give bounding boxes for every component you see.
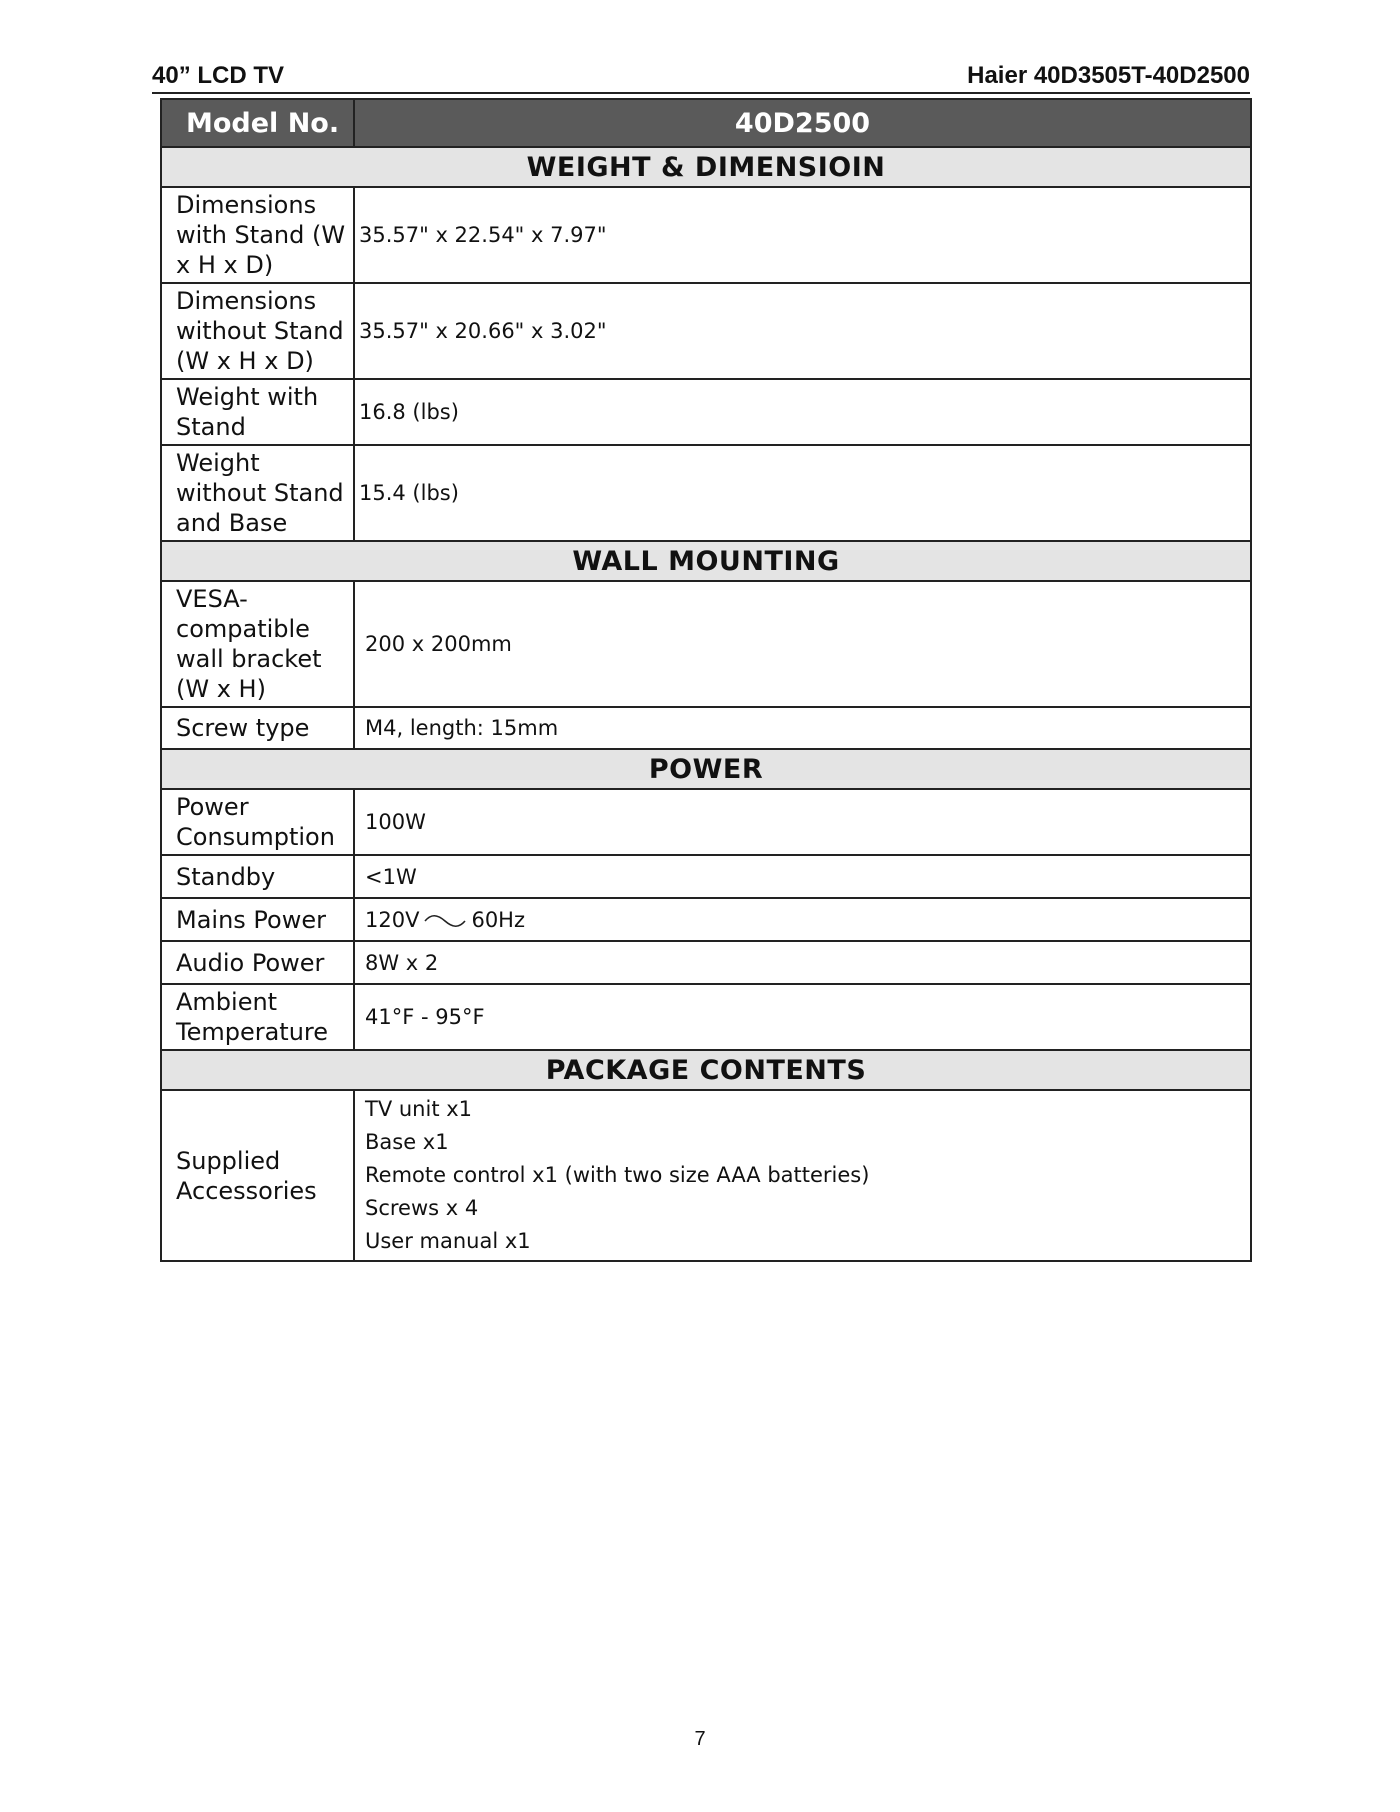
accessories-list (365, 1091, 1250, 1260)
section-package (161, 1050, 1251, 1090)
list-item: TV unit x1 (365, 1097, 473, 1121)
row-value: 8W x 2 (354, 941, 1251, 984)
page-number: 7 (694, 1728, 706, 1750)
row-label: Dimensions with Stand (W x H x D) (161, 187, 354, 283)
row-label: Standby (161, 855, 354, 898)
row-label: Audio Power (161, 941, 354, 984)
row-value: 16.8 (lbs) (354, 379, 1251, 445)
table-row (161, 445, 1251, 541)
section-power (161, 749, 1251, 789)
table-row (161, 1090, 1251, 1261)
table-row (161, 379, 1251, 445)
table-row (161, 984, 1251, 1050)
section-title: POWER (161, 749, 1251, 789)
table-row (161, 941, 1251, 984)
table-row (161, 898, 1251, 941)
section-title: PACKAGE CONTENTS (161, 1050, 1251, 1090)
row-label: Dimensions without Stand (W x H x D) (161, 283, 354, 379)
list-item: Base x1 (365, 1130, 449, 1154)
page-header (152, 60, 1250, 94)
row-label: Ambient Temperature (161, 984, 354, 1050)
table-row (161, 789, 1251, 855)
table-row (161, 187, 1251, 283)
row-value: <1W (354, 855, 1251, 898)
model-row (161, 99, 1251, 147)
table-row (161, 283, 1251, 379)
model-value: 40D2500 (354, 99, 1251, 147)
voltage-value: 120V (365, 907, 420, 932)
row-label: Screw type (161, 707, 354, 749)
row-label: Supplied Accessories (161, 1090, 354, 1261)
ac-wave-icon (423, 913, 467, 929)
row-value: M4, length: 15mm (354, 707, 1251, 749)
list-item: Screws x 4 (365, 1196, 479, 1220)
list-item: User manual x1 (365, 1229, 531, 1253)
table-row (161, 707, 1251, 749)
row-value: 15.4 (lbs) (354, 445, 1251, 541)
section-weight (161, 147, 1251, 187)
row-value (354, 1090, 1251, 1261)
row-value: 35.57" x 20.66" x 3.02" (354, 283, 1251, 379)
row-value: 100W (354, 789, 1251, 855)
list-item: Remote control x1 (with two size AAA batteries) (365, 1163, 870, 1187)
row-label: Weight with Stand (161, 379, 354, 445)
row-value: 200 x 200mm (354, 581, 1251, 707)
model-reference: Haier 40D3505T-40D2500 (967, 62, 1250, 89)
row-value: 41°F - 95°F (354, 984, 1251, 1050)
model-label: Model No. (161, 99, 354, 147)
document-title: 40” LCD TV (152, 62, 285, 89)
table-row (161, 855, 1251, 898)
section-wall (161, 541, 1251, 581)
section-title: WEIGHT & DIMENSIOIN (161, 147, 1251, 187)
table-row (161, 581, 1251, 707)
spec-table (160, 98, 1252, 1262)
row-label: VESA-compatible wall bracket (W x H) (161, 581, 354, 707)
row-label: Power Consumption (161, 789, 354, 855)
row-label: Weight without Stand and Base (161, 445, 354, 541)
frequency-value: 60Hz (471, 907, 525, 932)
row-value (354, 898, 1251, 941)
row-value: 35.57" x 22.54" x 7.97" (354, 187, 1251, 283)
row-label: Mains Power (161, 898, 354, 941)
section-title: WALL MOUNTING (161, 541, 1251, 581)
